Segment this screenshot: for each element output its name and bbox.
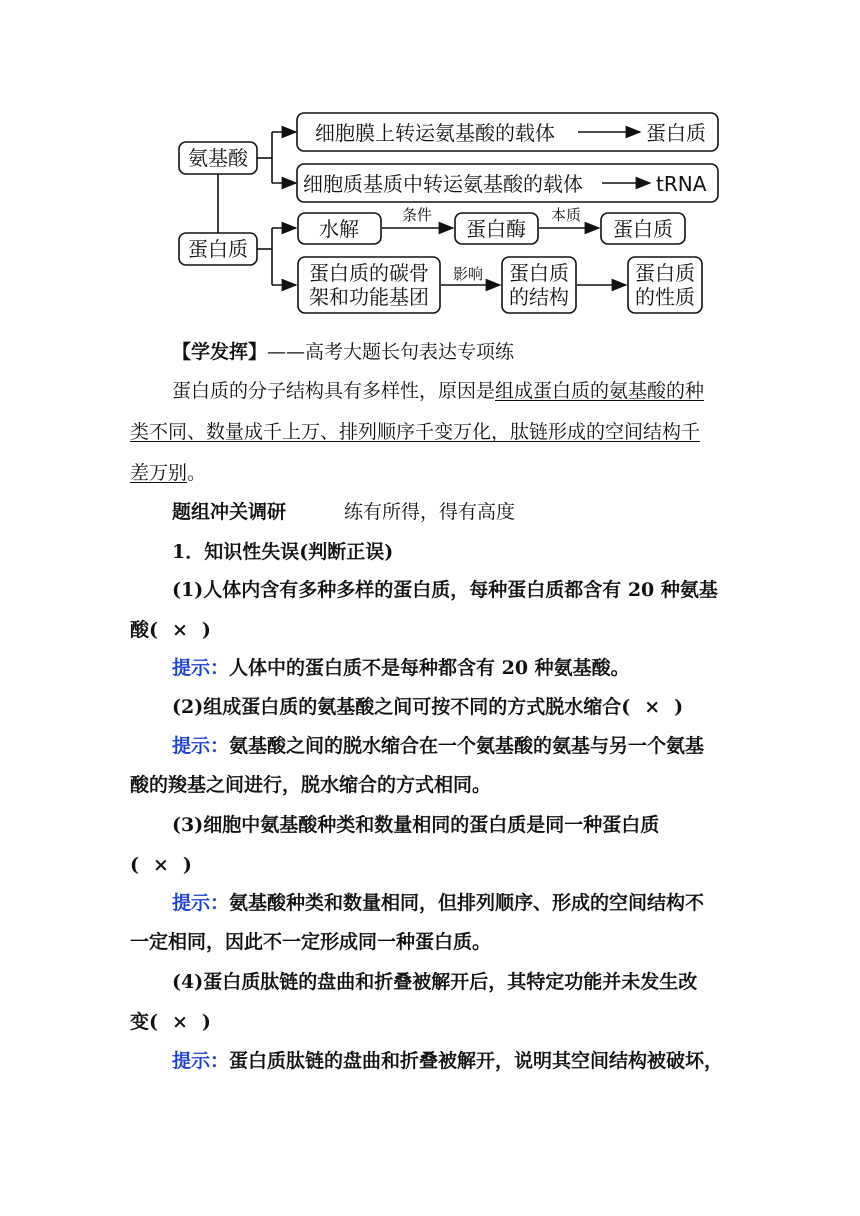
question-1-mark: ×: [172, 619, 188, 641]
skeleton-label-2: 架和功能基团: [309, 285, 429, 309]
membrane-result-label: 蛋白质: [646, 121, 706, 145]
question-2: [172, 698, 860, 717]
hint-2-line-1: [172, 737, 860, 756]
question-3-line-1: (3)细胞中氨基酸种类和数量相同的蛋白质是同一种蛋白质: [172, 814, 660, 836]
hint-3-line-2: 一定相同，因此不一定形成同一种蛋白质。: [130, 931, 492, 953]
paragraph-suffix: 。: [187, 462, 207, 484]
question-3-line-2: [130, 856, 860, 875]
hint-1-label: 提示：: [172, 657, 230, 679]
paragraph-line-3: [130, 464, 860, 483]
structure-label-2: 的结构: [509, 285, 569, 309]
hint-2-label: 提示：: [172, 735, 230, 757]
structure-label-1: 蛋白质: [509, 261, 569, 285]
cytoplasm-carrier-label: 细胞质基质中转运氨基酸的载体: [303, 172, 583, 196]
hint-3-line-1: [172, 894, 860, 913]
question-2-text: (2)组成蛋白质的氨基酸之间可按不同的方式脱水缩合(: [172, 696, 631, 718]
question-2-close: ): [674, 696, 684, 718]
protein-result-label: 蛋白质: [613, 217, 673, 241]
concept-diagram: [0, 0, 860, 330]
amino-acid-label: 氨基酸: [188, 146, 248, 170]
question-1-line-2: [130, 621, 860, 640]
hint-4-label: 提示：: [172, 1050, 230, 1072]
question-section-title: 1．知识性失误(判断正误): [172, 541, 394, 563]
hint-2-line-2: 酸的羧基之间进行，脱水缩合的方式相同。: [130, 774, 492, 796]
paragraph-answer-2: 类不同、数量成千上万、排列顺序千变万化，肽链形成的空间结构千: [130, 421, 701, 443]
paragraph-answer-3: 差万别: [130, 462, 188, 484]
question-1-line-1: (1)人体内含有多种多样的蛋白质，每种蛋白质都含有 20 种氨基: [172, 579, 718, 601]
question-3-mark: ×: [153, 854, 169, 876]
question-4-mark: ×: [172, 1011, 188, 1033]
section-title: ——高考大题长句表达专项练: [267, 341, 515, 363]
hint-1-text: 人体中的蛋白质不是每种都含有 20 种氨基酸。: [229, 657, 630, 679]
question-1-close: ): [201, 619, 211, 641]
membrane-carrier-label: 细胞膜上转运氨基酸的载体: [315, 121, 555, 145]
property-label-2: 的性质: [635, 285, 695, 309]
cytoplasm-result-label: tRNA: [656, 172, 707, 196]
question-4-tail: 变(: [130, 1011, 158, 1033]
hint-4-text-1: 蛋白质肽链的盘曲和折叠被解开，说明其空间结构被破坏，: [229, 1050, 724, 1072]
question-2-mark: ×: [644, 696, 661, 718]
research-subtitle: 练有所得，得有高度: [344, 501, 516, 523]
hint-3-label: 提示：: [172, 892, 230, 914]
section-heading: [172, 343, 860, 362]
hydrolysis-label: 水解: [319, 217, 359, 241]
research-title: 题组冲关调研: [172, 501, 287, 523]
question-3-close: ): [182, 854, 192, 876]
paragraph-prefix: 蛋白质的分子结构具有多样性，原因是: [172, 380, 496, 402]
essence-label: 本质: [550, 206, 582, 224]
protease-label: 蛋白酶: [466, 217, 526, 241]
protein-label: 蛋白质: [188, 237, 248, 261]
paragraph-answer-1: 组成蛋白质的氨基酸的种: [495, 380, 705, 402]
influence-label: 影响: [452, 265, 484, 283]
hint-1: [172, 659, 860, 678]
question-1-tail: 酸(: [130, 619, 158, 641]
question-3-open: (: [130, 854, 139, 876]
hint-4-line-1: [172, 1052, 860, 1071]
section-tag: 【学发挥】: [172, 341, 268, 363]
paragraph-line-1: [172, 382, 860, 401]
condition-label: 条件: [401, 206, 433, 224]
hint-2-text-1: 氨基酸之间的脱水缩合在一个氨基酸的氨基与另一个氨基: [229, 735, 705, 757]
question-4-line-1: (4)蛋白质肽链的盘曲和折叠被解开后，其特定功能并未发生改: [172, 971, 698, 993]
question-4-line-2: [130, 1013, 860, 1032]
property-label-1: 蛋白质: [635, 261, 695, 285]
question-4-close: ): [201, 1011, 211, 1033]
paragraph-line-2: [130, 423, 860, 442]
research-heading: [172, 503, 860, 522]
hint-3-text-1: 氨基酸种类和数量相同，但排列顺序、形成的空间结构不: [229, 892, 705, 914]
skeleton-label-1: 蛋白质的碳骨: [309, 261, 429, 285]
